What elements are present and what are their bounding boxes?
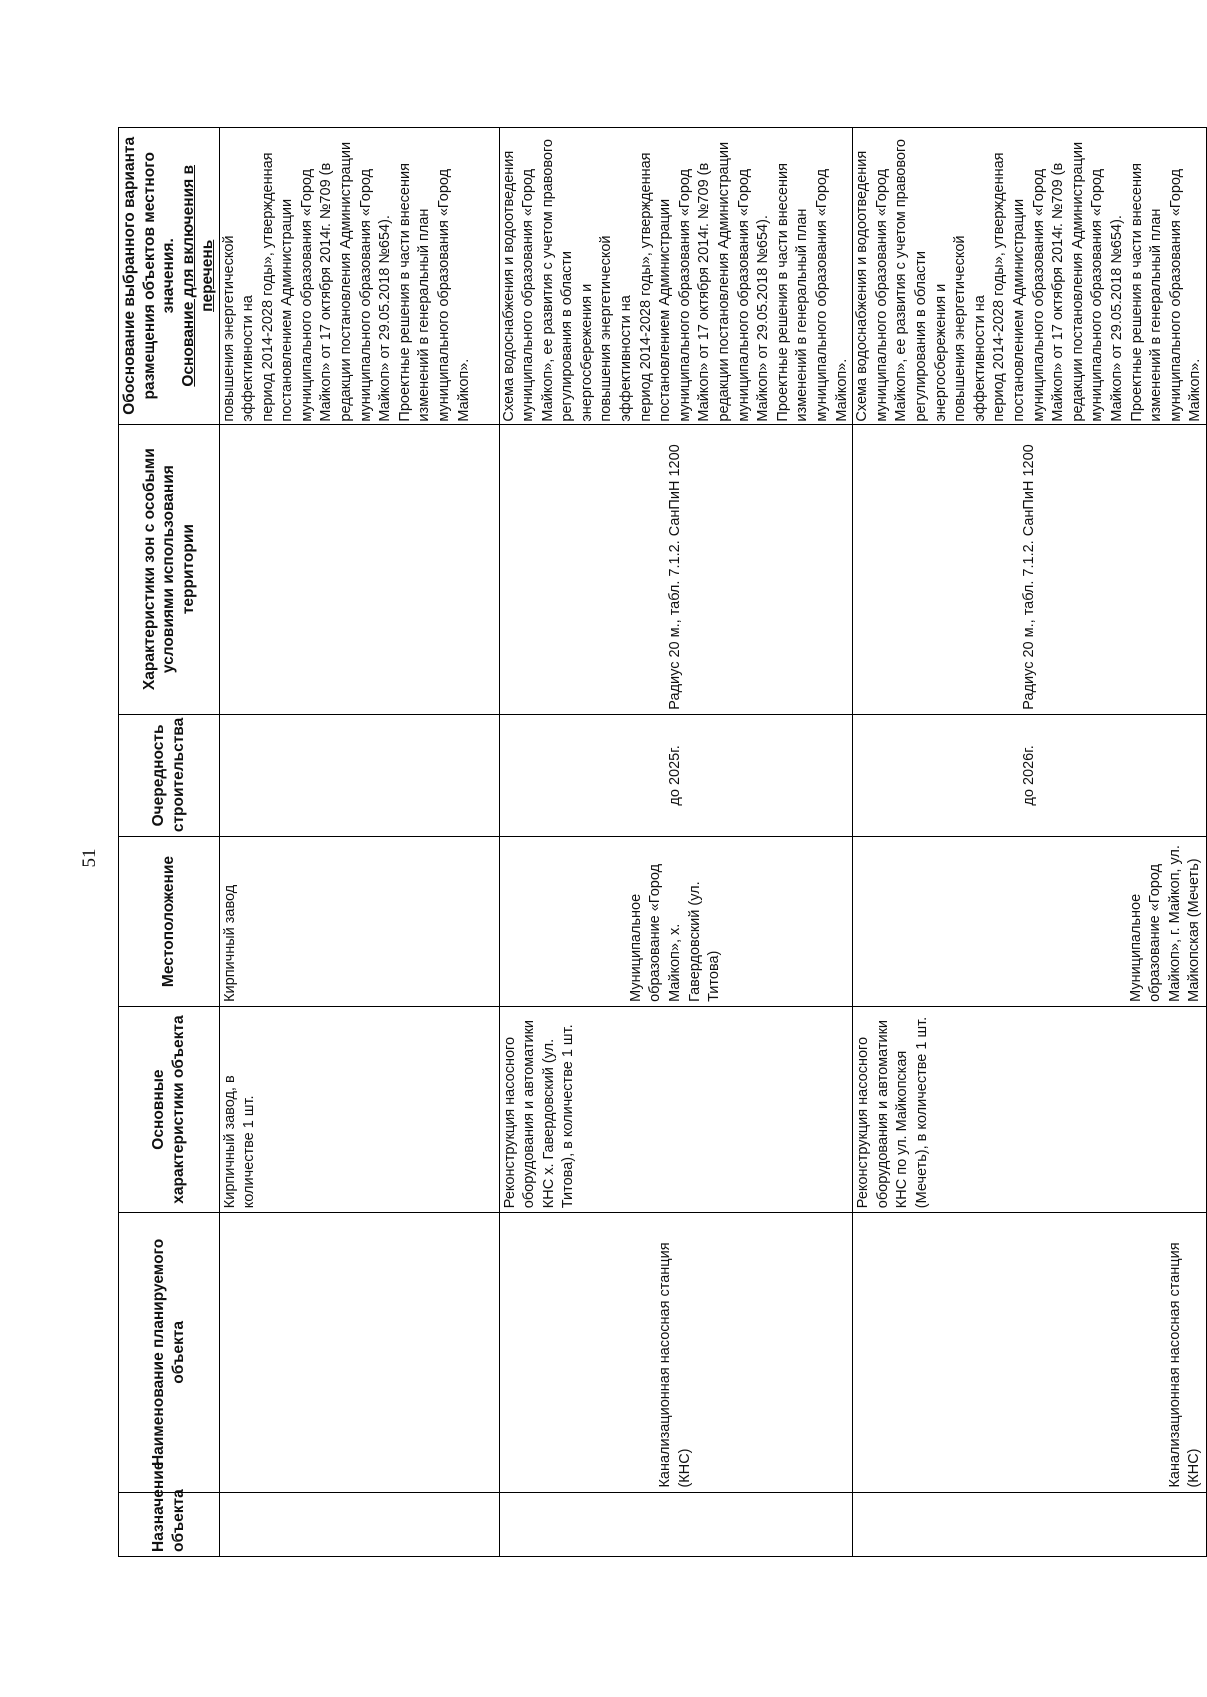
cell-basis bbox=[853, 128, 1207, 425]
cell-characteristics: Реконструкция насосного оборудования и автоматики КНС по ул. Майкопская (Мечеть), в количестве 1 шт. bbox=[853, 1006, 1207, 1212]
document-sheet bbox=[118, 127, 1204, 1557]
rotated-table-container bbox=[118, 127, 1204, 1557]
cell-zones: Радиус 20 м., табл. 7.1.2. СанПиН 1200 bbox=[853, 424, 1207, 714]
table-row bbox=[853, 128, 1207, 1557]
header-basis bbox=[119, 128, 220, 425]
header-basis-line1: Обоснование выбранного варианта bbox=[121, 136, 138, 415]
header-schedule: Очередность строительства bbox=[119, 714, 220, 836]
cell-zones bbox=[219, 424, 499, 714]
table-row bbox=[219, 128, 499, 1557]
cell-location: Муниципальное образование «Город Майкоп», г. Майкоп, ул. Майкопская (Мечеть) bbox=[853, 837, 1207, 1007]
header-purpose: Назначение объекта bbox=[119, 1492, 220, 1556]
cell-purpose bbox=[219, 1492, 499, 1556]
page-number bbox=[75, 838, 105, 878]
objects-table bbox=[118, 127, 1207, 1557]
cell-characteristics: Кирпичный завод, в количестве 1 шт. bbox=[219, 1006, 499, 1212]
cell-schedule bbox=[219, 714, 499, 836]
page-number-text: 51 bbox=[79, 848, 100, 868]
cell-schedule: до 2025г. bbox=[499, 714, 853, 836]
header-basis-line2: размещения объектов местного значения. bbox=[140, 152, 177, 400]
cell-characteristics: Реконструкция насосного оборудования и автоматики КНС х. Гавердовский (ул. Титова), в количестве 1 шт. bbox=[499, 1006, 853, 1212]
table-row bbox=[499, 128, 853, 1557]
cell-basis-text: Схема водоснабжения и водоотведения муниципального образования «Город Майкоп», ее развития с учетом правового регулирования в области энергосбережения и повышения энергетической эффективности на период 2014-2028 годы», утвержденная постановлением Администрации муниципального образования «Город Майкоп» от 17 октября 2014г. №709 (в редакции постановления Администрации муниципального образования «Город Майкоп» от 29.05.2018 №654). Проектные решения в части внесения изменений в генеральный план муниципального образования «Город Майкоп». bbox=[500, 139, 850, 422]
cell-name bbox=[219, 1213, 499, 1492]
header-zones: Характеристики зон с особыми условиями использования территории bbox=[119, 424, 220, 714]
cell-basis bbox=[219, 128, 499, 425]
header-characteristics: Основные характеристики объекта bbox=[119, 1006, 220, 1212]
header-name: Наименование планируемого объекта bbox=[119, 1213, 220, 1492]
cell-location: Муниципальное образование «Город Майкоп», х. Гавердовский (ул. Титова) bbox=[499, 837, 853, 1007]
cell-basis-text: Схема водоснабжения и водоотведения муниципального образования «Город Майкоп», ее развития с учетом правового регулирования в области энергосбережения и повышения энергетической эффективности на период 2014-2028 годы», утвержденная постановлением Администрации муниципального образования «Город Майкоп» от 17 октября 2014г. №709 (в редакции постановления Администрации муниципального образования «Город Майкоп» от 29.05.2018 №654). Проектные решения в части внесения изменений в генеральный план муниципального образования «Город Майкоп». bbox=[854, 139, 1204, 422]
cell-name: Канализационная насосная станция (КНС) bbox=[853, 1213, 1207, 1492]
header-basis-line3: Основание для включения в перечень bbox=[179, 164, 216, 387]
cell-schedule: до 2026г. bbox=[853, 714, 1207, 836]
cell-zones: Радиус 20 м., табл. 7.1.2. СанПиН 1200 bbox=[499, 424, 853, 714]
header-location: Местоположение bbox=[119, 837, 220, 1007]
cell-purpose bbox=[853, 1492, 1207, 1556]
cell-location: Кирпичный завод bbox=[219, 837, 499, 1007]
cell-basis-text: повышения энергетической эффективности на период 2014-2028 годы», утвержденная постановлением Администрации муниципального образования «Город Майкоп» от 17 октября 2014г. №709 (в редакции постановления Администрации муниципального образования «Город Майкоп» от 29.05.2018 №654). Проектные решения в части внесения изменений в генеральный план муниципального образования «Город Майкоп». bbox=[220, 141, 472, 422]
cell-name: Канализационная насосная станция (КНС) bbox=[499, 1213, 853, 1492]
cell-basis bbox=[499, 128, 853, 425]
table-header-row bbox=[119, 128, 220, 1557]
cell-purpose bbox=[499, 1492, 853, 1556]
